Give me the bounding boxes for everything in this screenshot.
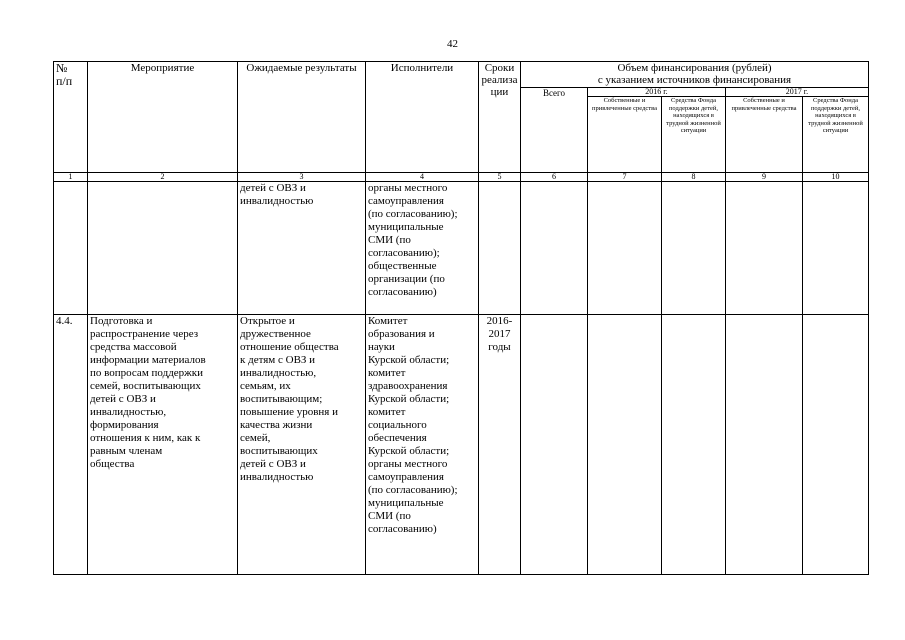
row-measure: Подготовка и распространение через средства массовой информации материалов по вопросам поддержки семей, воспитывающих детей с ОВЗ и инвалидностью, формирования отношения к ним, как к равным членам общества [88, 315, 238, 575]
row-own-2017 [726, 315, 803, 575]
header-expected: Ожидаемые результаты [238, 62, 366, 173]
row-fund-2016 [662, 315, 726, 575]
column-number: 6 [521, 173, 588, 182]
column-number: 7 [588, 173, 662, 182]
row-num [54, 182, 88, 315]
row-fund-2017 [803, 182, 869, 315]
row-own-2017 [726, 182, 803, 315]
row-expected: Открытое и дружественное отношение общества к детям с ОВЗ и инвалидностью, семьям, их воспитывающим; повышение уровня и качества жизни семей, воспитывающих детей с ОВЗ и инвалидностью [238, 315, 366, 575]
column-number: 8 [662, 173, 726, 182]
row-total [521, 315, 588, 575]
row-fund-2016 [662, 182, 726, 315]
row-expected: детей с ОВЗ и инвалидностью [238, 182, 366, 315]
page-number: 42 [447, 38, 458, 50]
row-executors: органы местного самоуправления (по согласованию); муниципальные СМИ (по согласованию); общественные организации (по согласованию) [366, 182, 479, 315]
column-number: 3 [238, 173, 366, 182]
header-own-2016: Собственные и привлеченные средства [588, 97, 662, 173]
column-number: 9 [726, 173, 803, 182]
header-year-2017: 2017 г. [726, 88, 869, 97]
row-fund-2017 [803, 315, 869, 575]
header-num: № п/п [54, 62, 88, 173]
column-number: 4 [366, 173, 479, 182]
header-fund-2016: Средства Фонда поддержки детей, находящихся в трудной жизненной ситуации [662, 97, 726, 173]
row-num: 4.4. [54, 315, 88, 575]
header-own-2017: Собственные и привлеченные средства [726, 97, 803, 173]
header-executors: Исполнители [366, 62, 479, 173]
row-total [521, 182, 588, 315]
header-fund-2017: Средства Фонда поддержки детей, находящихся в трудной жизненной ситуации [803, 97, 869, 173]
column-number: 5 [479, 173, 521, 182]
row-executors: Комитет образования и науки Курской области; комитет здравоохранения Курской области; комитет социального обеспечения Курской области; органы местного самоуправления (по согласованию); муниципальные СМИ (по согласованию) [366, 315, 479, 575]
row-own-2016 [588, 182, 662, 315]
row-own-2016 [588, 315, 662, 575]
header-measure: Мероприятие [88, 62, 238, 173]
table-row [54, 315, 869, 575]
row-terms: 2016- 2017 годы [479, 315, 521, 575]
column-number: 2 [88, 173, 238, 182]
column-number: 10 [803, 173, 869, 182]
program-table [53, 61, 869, 575]
header-year-2016: 2016 г. [588, 88, 726, 97]
header-funding: Объем финансирования (рублей) с указанием источников финансирования [521, 62, 869, 88]
table-row [54, 182, 869, 315]
header-total: Всего [521, 88, 588, 173]
header-terms: Сроки реализа ции [479, 62, 521, 173]
column-number: 1 [54, 173, 88, 182]
row-terms [479, 182, 521, 315]
row-measure [88, 182, 238, 315]
